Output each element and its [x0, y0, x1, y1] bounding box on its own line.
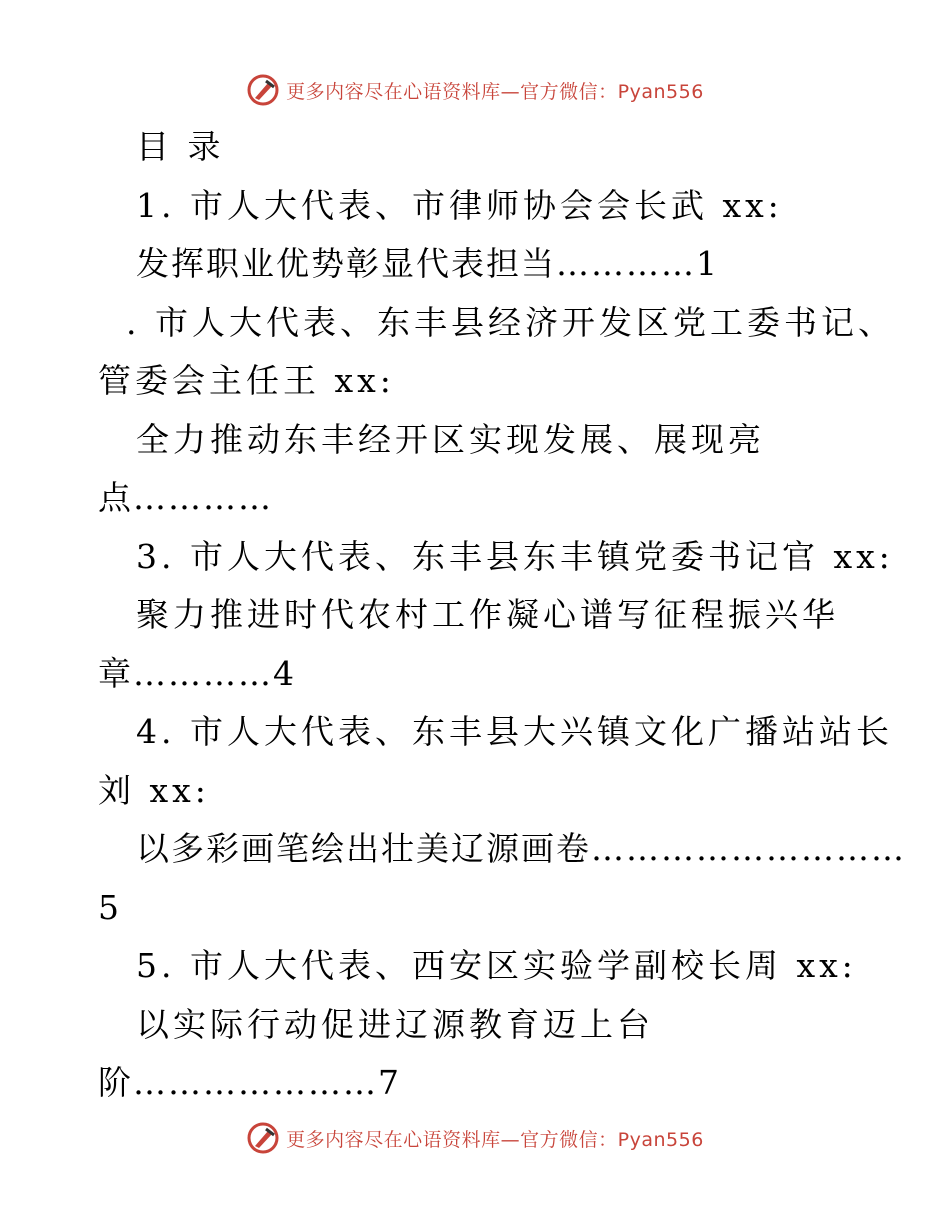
toc-line: 管委会主任王 xx:	[98, 361, 395, 400]
toc-line: 聚力推进时代农村工作凝心谱写征程振兴华	[136, 595, 839, 634]
banner-text: 更多内容尽在心语资料库—官方微信：Pyan556	[286, 1128, 704, 1151]
pen-logo-icon	[246, 1121, 280, 1155]
toc-line: 阶…………………7	[98, 1063, 401, 1102]
toc-line: 章…………4	[98, 654, 296, 693]
toc-line: 5	[98, 888, 123, 927]
toc-line: 以多彩画笔绘出壮美辽源画卷………………………	[136, 829, 906, 868]
toc-line: 4. 市人大代表、东丰县大兴镇文化广播站站长	[136, 712, 893, 751]
toc-line: 全力推动东丰经开区实现发展、展现亮	[136, 420, 765, 459]
toc-line: 1. 市人大代表、市律师协会会长武 xx:	[136, 186, 783, 225]
toc-line: 点…………	[98, 478, 273, 517]
toc-line: 刘 xx:	[98, 771, 210, 810]
toc-heading: 目 录	[136, 127, 225, 166]
toc-line: . 市人大代表、东丰县经济开发区党工委书记、	[126, 303, 895, 342]
toc-line: 5. 市人大代表、西安区实验学副校长周 xx:	[136, 946, 857, 985]
pen-logo-icon	[246, 73, 280, 107]
footer-banner	[0, 1118, 950, 1158]
header-banner	[0, 70, 950, 110]
toc-line: 以实际行动促进辽源教育迈上台	[136, 1005, 654, 1044]
toc-line: 发挥职业优势彰显代表担当…………1	[136, 244, 719, 283]
toc-line: 3. 市人大代表、东丰县东丰镇党委书记官 xx:	[136, 537, 894, 576]
banner-text: 更多内容尽在心语资料库—官方微信：Pyan556	[286, 80, 704, 103]
